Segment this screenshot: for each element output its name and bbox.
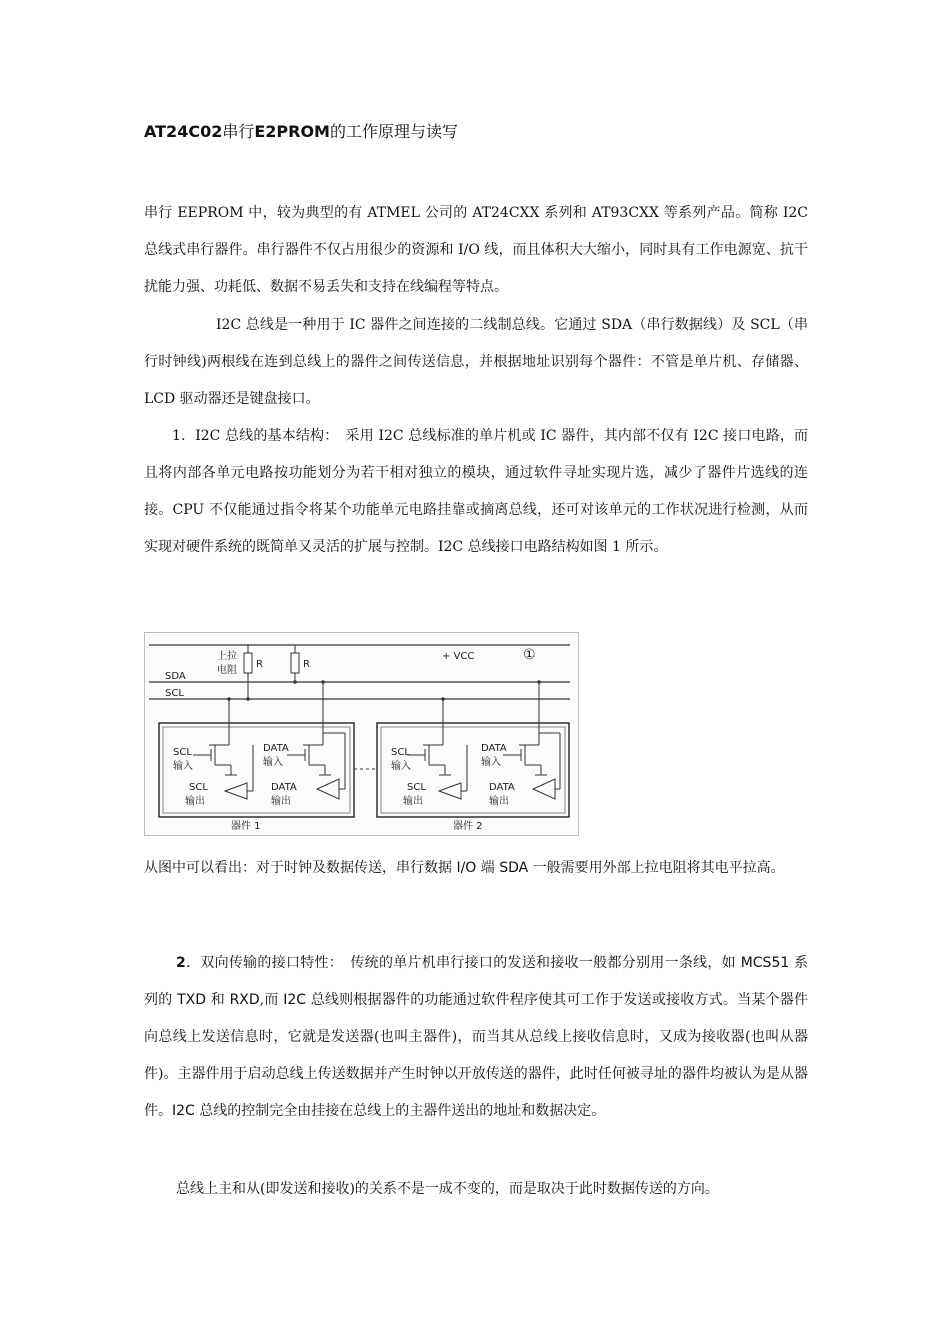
device-1-data-in: DATA <box>263 743 289 754</box>
resistor-2 <box>291 653 299 673</box>
device-1-data-out: DATA <box>271 782 297 793</box>
circle-number: ① <box>523 647 536 663</box>
pullup-label-2: 电阻 <box>217 665 237 676</box>
figure-explanation-paragraph: 从图中可以看出：对于时钟及数据传送，串行数据 I/O 端 SDA 一般需要用外部上拉电阻将其电平拉高。 <box>144 860 785 876</box>
i2c-bus-structure-figure <box>144 632 579 836</box>
device-1-scl-in: SCL <box>173 747 192 758</box>
device-1-data-in-cn: 输入 <box>263 757 283 768</box>
page-title: AT24C02串行E2PROM的工作原理与读写 <box>144 122 458 141</box>
device-2-scl-in-cn: 输入 <box>391 761 411 772</box>
device-2-scl-out-cn: 输出 <box>403 796 423 807</box>
device-2-data-out: DATA <box>489 782 515 793</box>
section-1-paragraph: 1．I2C 总线的基本结构： 采用 I2C 总线标准的单片机或 IC 器件，其内部不仅有 I2C 接口电路，而且将内部各单元电路按功能划分为若干相对独立的模块，通过软件寻址实现片选，减少了器件片选线的连接。CPU 不仅能通过指令将某个功能单元电路挂靠或摘离总线，还可对该单元的工作状况进行检测，从而实现对硬件系统的既简单又灵活的扩展与控制。I2C 总线接口电路结构如图 1 所示。 <box>144 428 808 555</box>
resistor-1-label: R <box>256 659 263 670</box>
device-1-name: 器件 1 <box>231 821 261 832</box>
sda-label: SDA <box>165 671 186 682</box>
device-1-scl-out-cn: 输出 <box>185 796 205 807</box>
vcc-label: + VCC <box>442 651 475 662</box>
device-2-scl-out: SCL <box>407 782 426 793</box>
device-1-scl-in-cn: 输入 <box>173 761 193 772</box>
device-1-scl-out: SCL <box>189 782 208 793</box>
i2c-circuit-diagram <box>145 633 578 835</box>
bus-intro-paragraph: I2C 总线是一种用于 IC 器件之间连接的二线制总线。它通过 SDA（串行数据线）及 SCL（串行时钟线)两根线在连到总线上的器件之间传送信息，并根据地址识别每个器件：不管是单片机、存储器、LCD 驱动器还是键盘接口。 <box>144 317 808 407</box>
device-2-data-out-cn: 输出 <box>489 796 509 807</box>
device-2-data-in: DATA <box>481 743 507 754</box>
device-2-name: 器件 2 <box>453 821 483 832</box>
device-2-data-in-cn: 输入 <box>481 757 501 768</box>
resistor-2-label: R <box>303 659 310 670</box>
pullup-label-1: 上拉 <box>217 651 237 662</box>
closing-paragraph: 总线上主和从(即发送和接收)的关系不是一成不变的，而是取决于此时数据传送的方向。 <box>176 1181 719 1197</box>
section-2-paragraph: 2．双向传输的接口特性： 传统的单片机串行接口的发送和接收一般都分别用一条线，如 MCS51 系列的 TXD 和 RXD,而 I2C 总线则根据器件的功能通过软件程序使其可工作于发送或接收方式。当某个器件向总线上发送信息时，它就是发送器(也叫主器件)，而当其从总线上接收信息时，又成为接收器(也叫从器件)。主器件用于启动总线上传送数据并产生时钟以开放传送的器件，此时任何被寻址的器件均被认为是从器件。I2C 总线的控制完全由挂接在总线上的主器件送出的地址和数据决定。 <box>144 955 808 1119</box>
resistor-1 <box>244 653 252 673</box>
scl-label: SCL <box>165 688 184 699</box>
intro-paragraph: 串行 EEPROM 中，较为典型的有 ATMEL 公司的 AT24CXX 系列和 AT93CXX 等系列产品。简称 I2C 总线式串行器件。串行器件不仅占用很少的资源和 I/O 线，而且体积大大缩小，同时具有工作电源宽、抗干扰能力强、功耗低、数据不易丢失和支持在线编程等特点。 <box>144 205 808 295</box>
device-1-data-out-cn: 输出 <box>271 796 291 807</box>
device-2-scl-in: SCL <box>391 747 410 758</box>
